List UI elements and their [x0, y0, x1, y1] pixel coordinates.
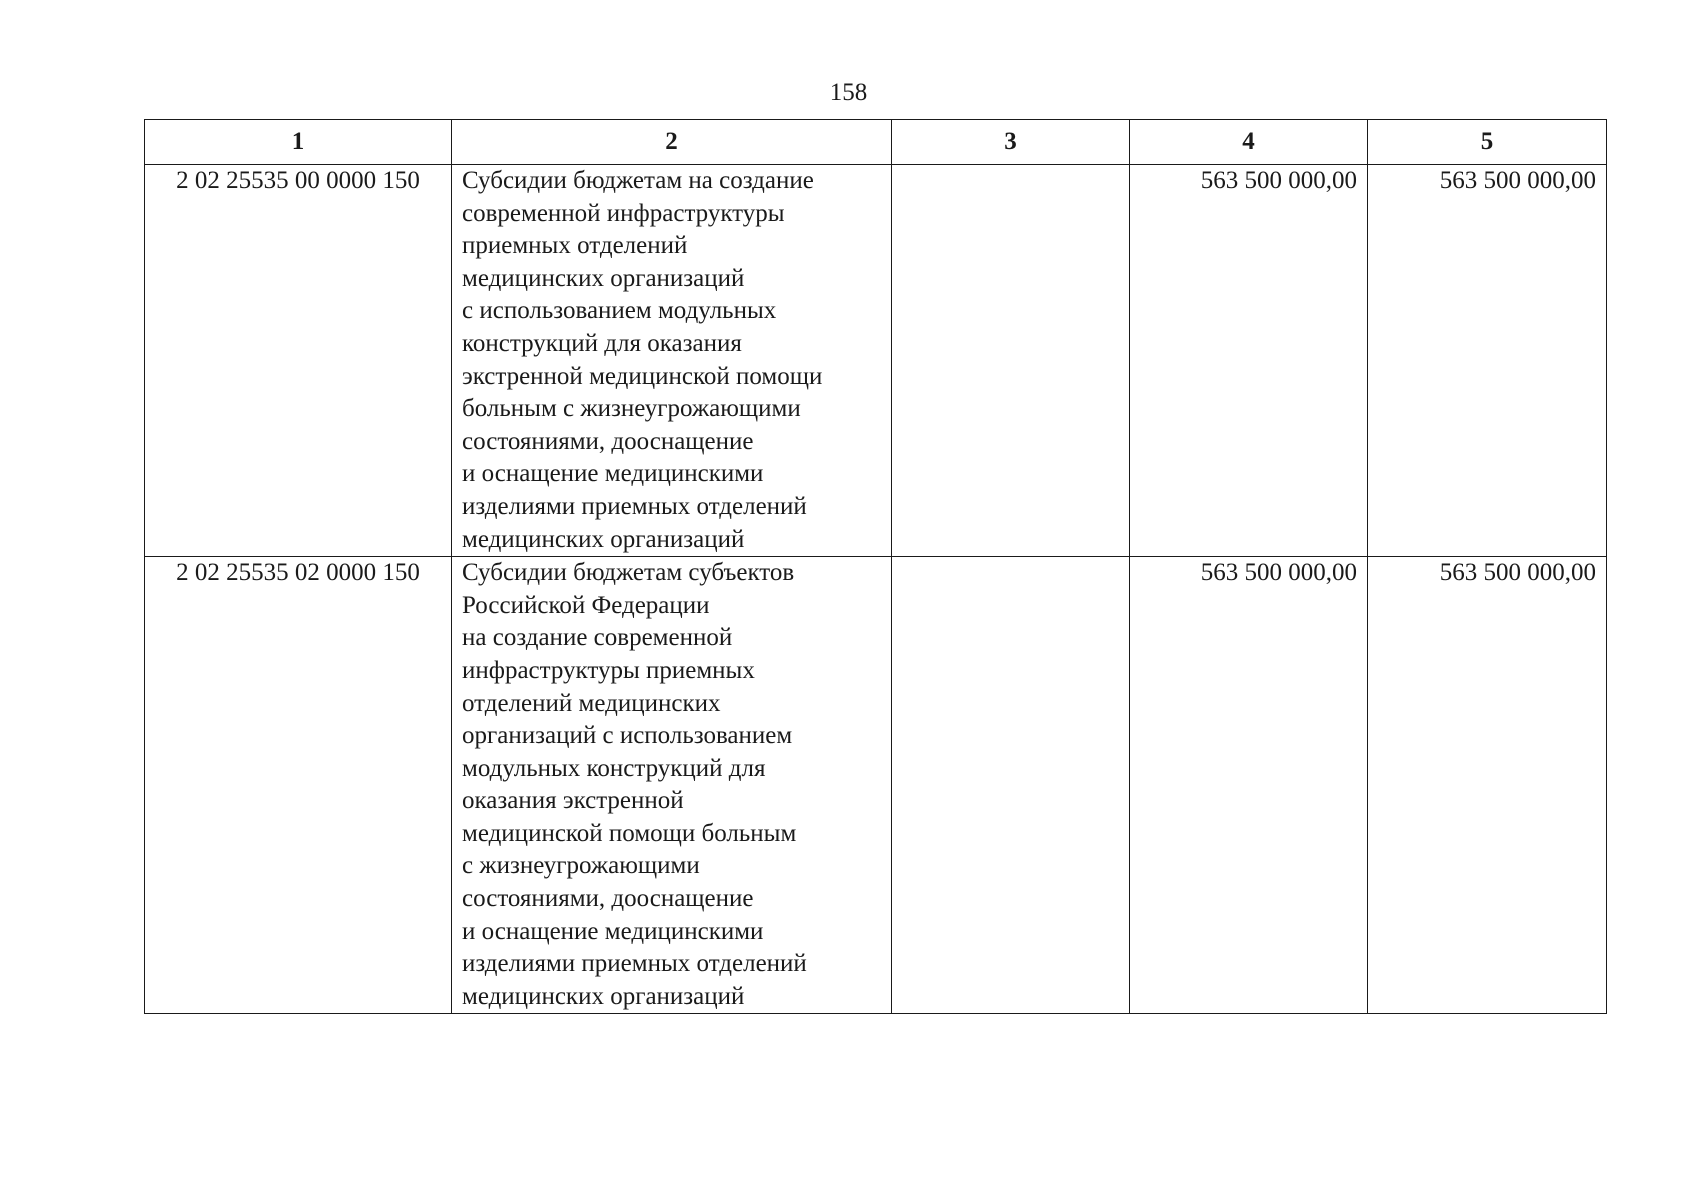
column-header-2: 2 — [452, 120, 892, 165]
column-3-cell — [892, 165, 1130, 557]
budget-code-cell: 2 02 25535 02 0000 150 — [145, 557, 452, 1014]
description-line: инфраструктуры приемных — [462, 656, 755, 684]
amount-column-5-cell: 563 500 000,00 — [1368, 165, 1607, 557]
description-line: изделиями приемных отделений — [462, 492, 807, 520]
budget-table — [144, 119, 1607, 1014]
table-header-row — [145, 120, 1607, 165]
description-line: модульных конструкций для — [462, 754, 766, 782]
description-line: организаций с использованием — [462, 722, 793, 750]
description-line: с жизнеугрожающими — [462, 852, 700, 880]
description-line: медицинских организаций — [462, 264, 745, 292]
description-line: Российской Федерации — [462, 591, 710, 619]
description-line: медицинской помощи больным — [462, 819, 797, 847]
column-header-5: 5 — [1368, 120, 1607, 165]
description-line: медицинских организаций — [462, 982, 745, 1010]
description-line: Субсидии бюджетам субъектов — [462, 559, 795, 587]
description-line: современной инфраструктуры — [462, 199, 785, 227]
description-line: больным с жизнеугрожающими — [462, 395, 801, 423]
description-line: на создание современной — [462, 624, 733, 652]
description-line: состояниями, дооснащение — [462, 427, 754, 455]
column-header-1: 1 — [145, 120, 452, 165]
description-line: изделиями приемных отделений — [462, 950, 807, 978]
description-line: оказания экстренной — [462, 787, 684, 815]
column-header-4: 4 — [1130, 120, 1368, 165]
amount-column-5-cell: 563 500 000,00 — [1368, 557, 1607, 1014]
table-row — [145, 165, 1607, 557]
budget-code-cell: 2 02 25535 00 0000 150 — [145, 165, 452, 557]
description-line: с использованием модульных — [462, 297, 777, 325]
table-row — [145, 557, 1607, 1014]
amount-column-4-cell: 563 500 000,00 — [1130, 165, 1368, 557]
description-line: медицинских организаций — [462, 525, 745, 553]
description-line: экстренной медицинской помощи — [462, 362, 823, 390]
description-line: конструкций для оказания — [462, 329, 742, 357]
description-cell — [452, 557, 892, 1014]
description-line: состояниями, дооснащение — [462, 885, 754, 913]
description-cell — [452, 165, 892, 557]
page-number: 158 — [829, 79, 868, 106]
column-header-3: 3 — [892, 120, 1130, 165]
column-3-cell — [892, 557, 1130, 1014]
description-line: и оснащение медицинскими — [462, 917, 764, 945]
description-line: Субсидии бюджетам на создание — [462, 167, 814, 194]
description-line: отделений медицинских — [462, 689, 721, 717]
description-line: и оснащение медицинскими — [462, 460, 764, 488]
description-line: приемных отделений — [462, 232, 688, 260]
amount-column-4-cell: 563 500 000,00 — [1130, 557, 1368, 1014]
